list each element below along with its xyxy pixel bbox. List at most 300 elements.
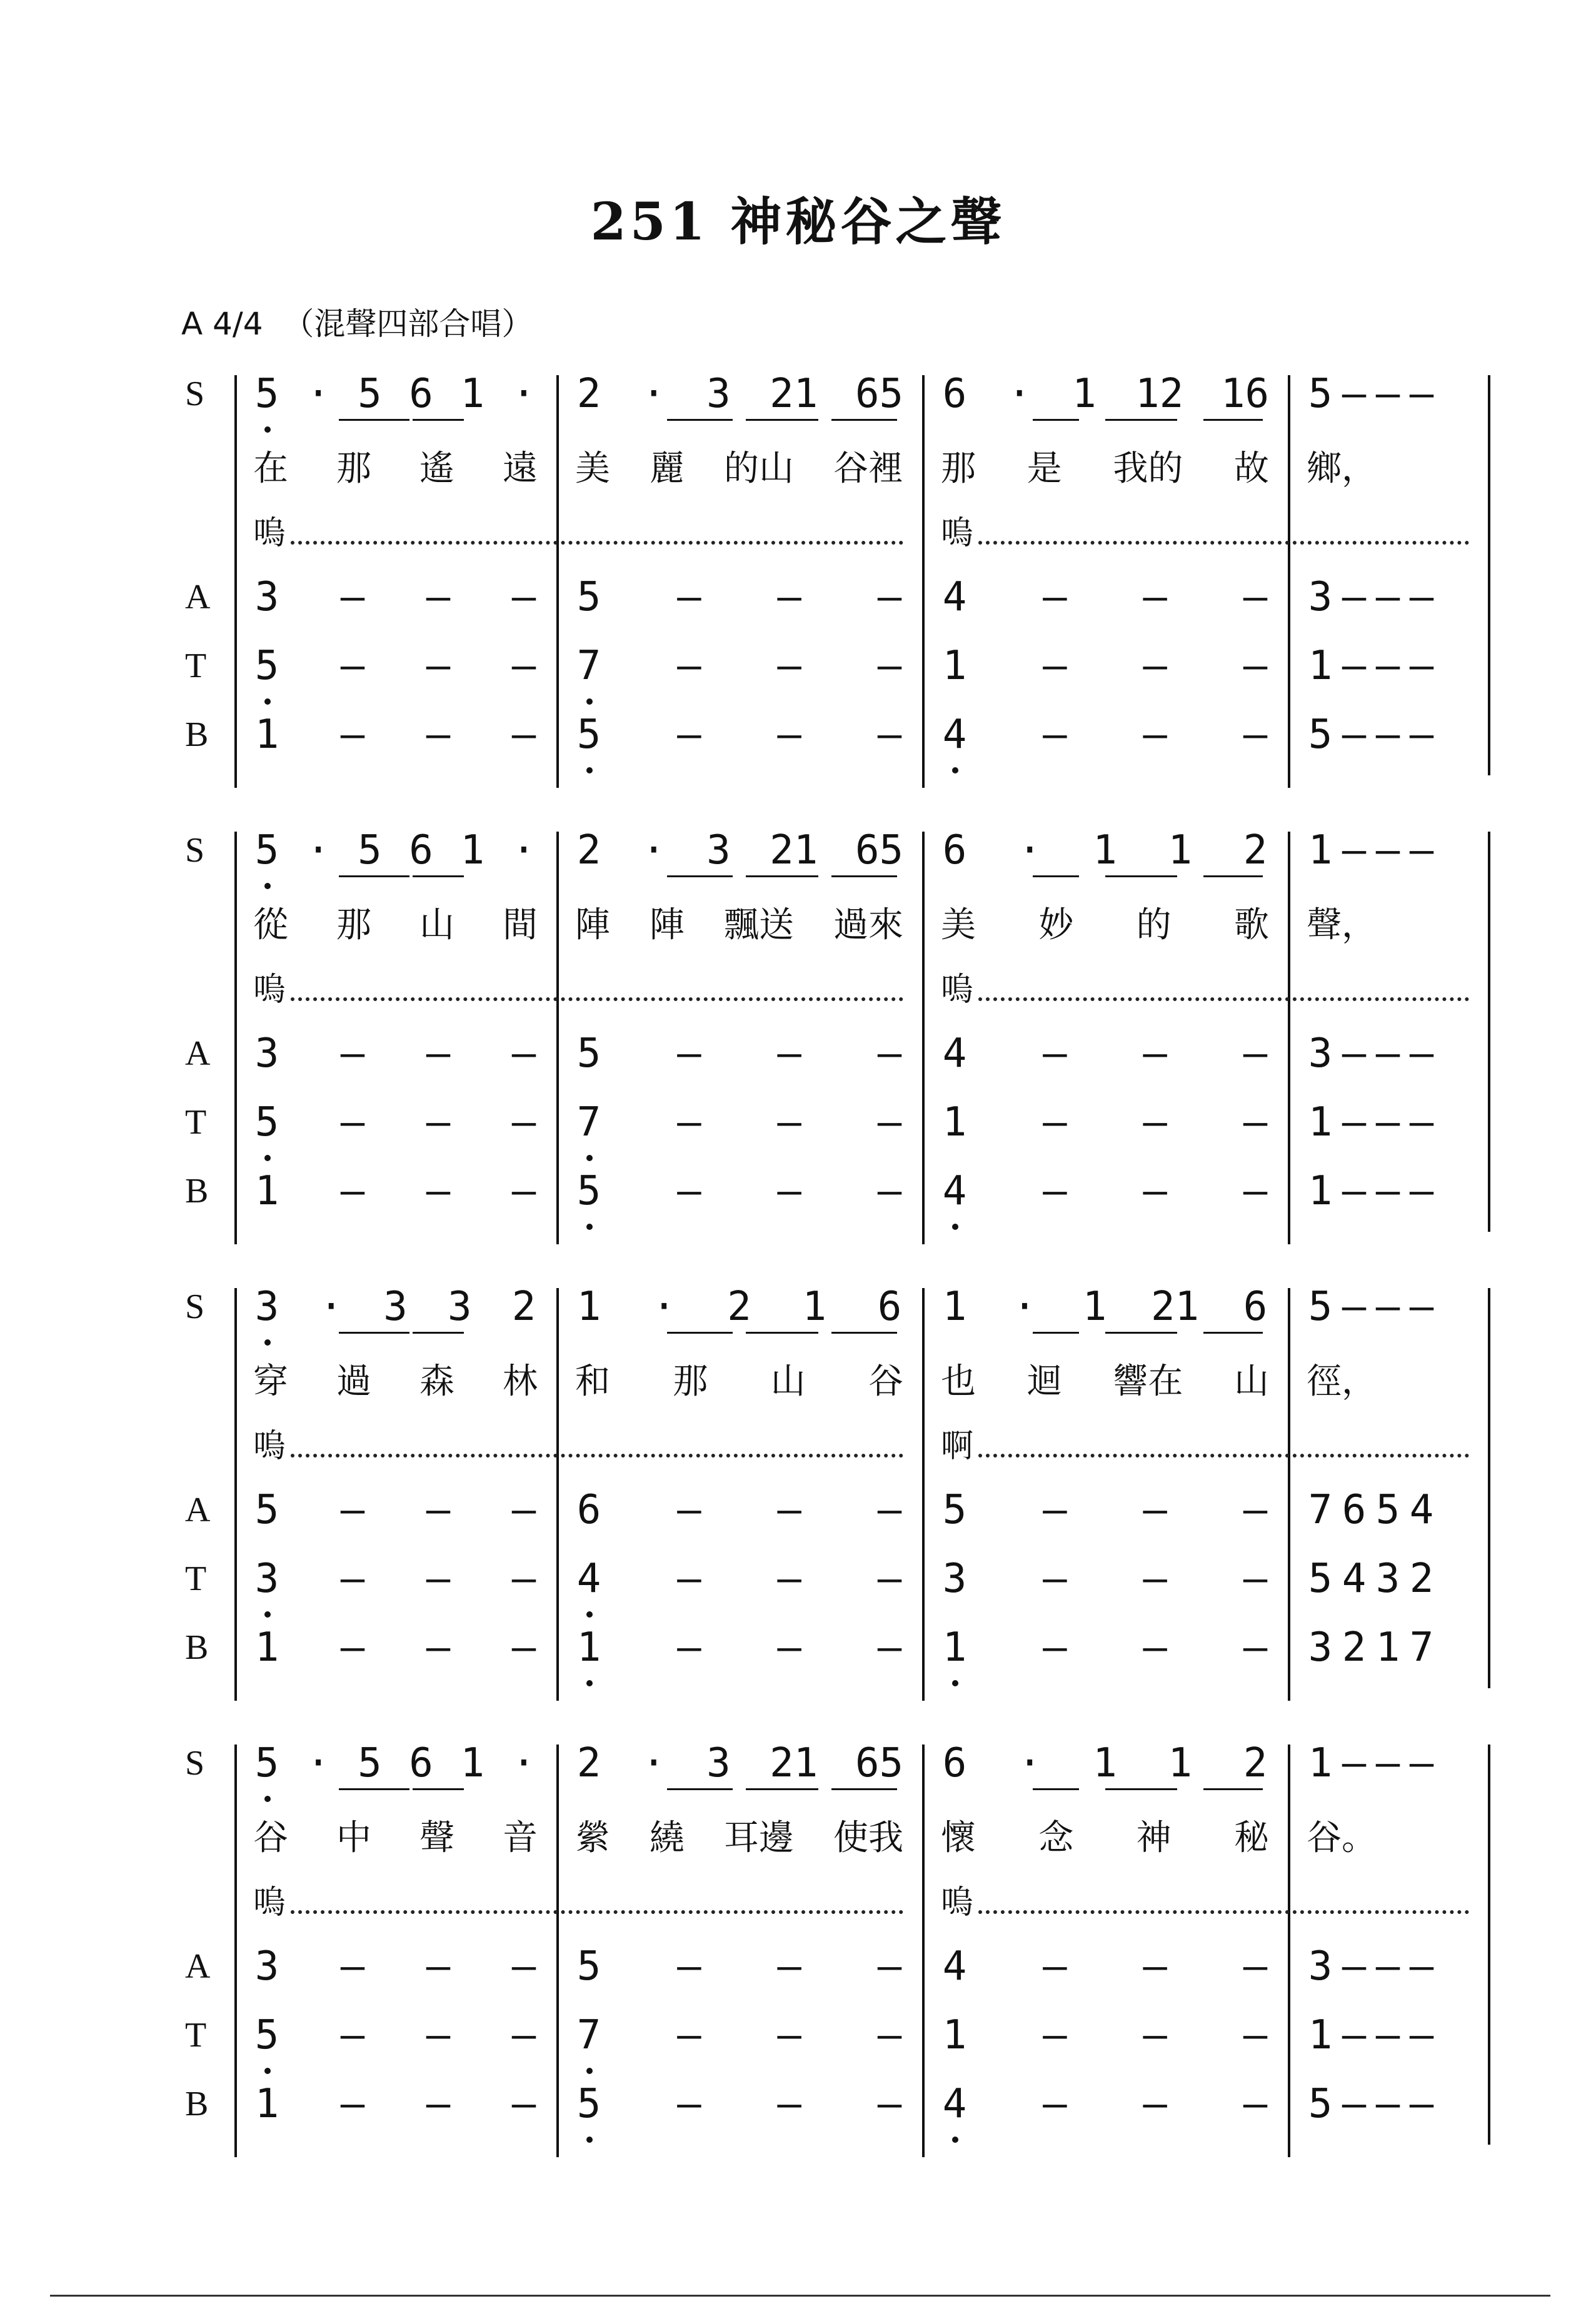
note: – [340,1487,365,1533]
note: – [1243,2012,1268,2058]
lyric-syllable: 穿 [253,1361,288,1402]
note: – [677,1943,701,1990]
alto-measure [575,572,903,622]
note: – [1143,2012,1167,2058]
barline [556,375,559,788]
note: – [1342,1284,1367,1330]
note: – [1043,1168,1067,1214]
part-label-b: B [185,1628,209,1667]
part-label-t: T [185,1103,207,1142]
note: · [306,371,331,417]
beam-underline [831,875,897,877]
note: 1 [576,1624,601,1671]
note: – [677,1099,701,1145]
barline [1288,1745,1290,2157]
note: 5 [1308,1284,1333,1330]
note: 1 [942,1284,967,1330]
bass-measure [253,1623,538,1673]
part-label-b: B [185,1172,209,1211]
note: – [511,1030,536,1077]
soprano-measure [253,1282,538,1332]
soprano-measure [1307,1738,1469,1788]
bass-measure [941,2079,1269,2129]
note: 21 [1150,1284,1200,1330]
lyric-syllable: 飄送 [724,905,794,945]
lyric-syllable: 聲 [419,1818,454,1858]
note: – [1375,643,1400,689]
note: – [1243,2081,1268,2127]
note: 7 [1308,1487,1333,1533]
lyric-syllable: 神 [1136,1818,1172,1858]
note: – [1043,1030,1067,1077]
note: 1 [460,1740,485,1786]
beam-underline [1203,1788,1263,1790]
note: 21 [770,1740,818,1786]
note: – [426,574,451,620]
note: – [426,1624,451,1671]
note: – [1143,1487,1167,1533]
soprano-measure [575,1282,903,1332]
note: · [651,1284,676,1330]
note: 6 [409,371,433,417]
part-label-t: T [185,647,207,685]
bass-measure [575,2079,903,2129]
hum-syllable: 嗚 [941,515,974,550]
part-label-b: B [185,715,209,754]
note: – [1143,1030,1167,1077]
note: – [340,574,365,620]
note: – [1409,1284,1434,1330]
bass-measure [1307,2079,1469,2129]
beam-underline [339,419,410,421]
part-label-s: S [185,1744,205,1783]
note: – [1342,574,1367,620]
note: – [777,1487,801,1533]
note: – [677,712,701,758]
page-title: 251 神秘谷之聲 [590,192,1006,252]
note: 4 [942,574,967,620]
beam-underline [831,1788,897,1790]
note: – [1043,2012,1067,2058]
note: – [777,1030,801,1077]
soprano-measure [941,1738,1269,1788]
note: 6 [576,1487,601,1533]
note: – [1375,1943,1400,1990]
note: – [426,1030,451,1077]
note: 3 [254,1030,279,1077]
lyric-measure [1307,441,1469,491]
note: 1 [1375,1624,1400,1671]
octave-dot [586,1611,593,1618]
lyric-measure [575,1810,903,1860]
lyric-syllable: 谷。 [1307,1818,1377,1858]
note: – [877,1487,902,1533]
beam-underline [413,1788,464,1790]
note: 4 [942,712,967,758]
note: 1 [1308,2012,1333,2058]
octave-dot [586,698,593,705]
beam-underline [1105,1788,1178,1790]
bass-measure [253,710,538,760]
tenor-measure [253,1097,538,1147]
note: – [1243,1943,1268,1990]
note: 3 [254,1556,279,1602]
note: · [306,1740,331,1786]
note: 5 [576,1168,601,1214]
lyric-syllable: 陣 [650,905,685,945]
note: 5 [254,1740,279,1786]
octave-dot [586,1224,593,1230]
note: – [511,1099,536,1145]
tenor-measure [253,641,538,691]
lyric-syllable: 是 [1026,448,1062,489]
alto-measure [941,1485,1269,1535]
lyric-syllable: 陣 [575,905,610,945]
note: – [677,1556,701,1602]
hum-dotted-line [978,997,1469,1001]
barline [234,375,237,788]
beam-underline [746,875,818,877]
beam-underline [746,1332,818,1334]
bass-measure [253,1166,538,1216]
beam-underline [1105,875,1178,877]
hum-dotted-line [291,1454,903,1458]
note: 5 [576,712,601,758]
beam-underline [339,1788,410,1790]
note: 1 [1308,1740,1333,1786]
note: – [340,2012,365,2058]
note: 5 [1308,371,1333,417]
octave-dot [952,767,958,773]
bass-measure [941,1623,1269,1673]
barline [922,832,925,1244]
note: 1 [1093,827,1117,874]
barline [556,832,559,1244]
lyric-syllable: 念 [1038,1818,1074,1858]
lyric-syllable: 在 [253,448,288,489]
lyric-syllable: 和 [575,1361,610,1402]
note: – [1243,1030,1268,1077]
note: 6 [942,1740,967,1786]
note: 2 [576,1740,601,1786]
note: – [1143,643,1167,689]
note: 1 [942,1624,967,1671]
note: · [511,827,536,874]
soprano-measure [253,369,538,419]
lyric-syllable: 鄉， [1307,448,1377,489]
hum-syllable: 嗚 [941,1884,974,1920]
lyric-syllable: 我的 [1113,448,1183,489]
note: 1 [1308,643,1333,689]
note: – [1342,712,1367,758]
note: 1 [1082,1284,1107,1330]
tenor-measure [253,2010,538,2060]
note: – [1043,2081,1067,2127]
tenor-measure [941,2010,1269,2060]
note: 65 [855,827,903,874]
tenor-measure [253,1554,538,1604]
note: – [426,1487,451,1533]
soprano-measure [253,1738,538,1788]
bass-measure [575,1166,903,1216]
tenor-measure [1307,2010,1469,2060]
tenor-measure [575,641,903,691]
note: 5 [254,2012,279,2058]
note: 21 [770,371,818,417]
lyric-syllable: 間 [503,905,538,945]
note: 4 [942,2081,967,2127]
note: 5 [254,827,279,874]
soprano-measure [941,369,1269,419]
soprano-measure [575,825,903,875]
note: – [340,1943,365,1990]
note: – [877,712,902,758]
soprano-measure [941,825,1269,875]
note: 5 [942,1487,967,1533]
note: 5 [576,574,601,620]
note: 1 [942,1099,967,1145]
note: – [877,574,902,620]
note: – [1342,1030,1367,1077]
note: 3 [383,1284,408,1330]
hum-dotted-line [978,1454,1469,1458]
tenor-measure [941,1097,1269,1147]
note: 4 [942,1030,967,1077]
alto-measure [253,572,538,622]
note: 7 [1409,1624,1434,1671]
beam-underline [831,1332,897,1334]
note: – [777,1556,801,1602]
octave-dot [952,2137,958,2143]
note: – [677,2081,701,2127]
bass-measure [941,710,1269,760]
note: – [1409,827,1434,874]
bass-measure [253,2079,538,2129]
note: · [1007,371,1031,417]
alto-measure [941,1029,1269,1079]
hum-syllable: 啊 [941,1427,974,1463]
beam-underline [1033,875,1079,877]
soprano-measure [575,1738,903,1788]
beam-underline [667,1788,733,1790]
octave-dot [264,1155,271,1161]
note: – [511,1624,536,1671]
note: – [1043,643,1067,689]
note: 1 [802,1284,827,1330]
barline [234,832,237,1244]
lyric-syllable: 那 [336,905,371,945]
barline [234,1288,237,1701]
hum-syllable: 嗚 [941,971,974,1007]
note: 3 [254,1943,279,1990]
hum-dotted-line [291,541,903,545]
tenor-measure [575,2010,903,2060]
note: 2 [1243,1740,1268,1786]
beam-underline [1203,875,1263,877]
note: – [777,712,801,758]
barline [922,1745,925,2157]
note: · [641,1740,666,1786]
lyric-syllable: 山 [770,1361,806,1402]
octave-dot [264,698,271,705]
barline [1488,832,1490,1232]
note: 65 [855,1740,903,1786]
soprano-measure [575,369,903,419]
hum-syllable: 嗚 [253,1427,286,1463]
note: 4 [942,1168,967,1214]
lyric-syllable: 林 [503,1361,538,1402]
tenor-measure [941,641,1269,691]
part-label-s: S [185,1287,205,1326]
note: – [1342,2012,1367,2058]
key-signature: A 4/4 （混聲四部合唱） [181,306,533,342]
note: – [340,1099,365,1145]
note: 2 [727,1284,751,1330]
note: – [1143,712,1167,758]
octave-dot [264,2068,271,2074]
note: 6 [409,827,433,874]
note: – [511,643,536,689]
note: – [1409,1740,1434,1786]
note: 3 [254,574,279,620]
note: 3 [1308,574,1333,620]
note: – [877,643,902,689]
note: 1 [460,371,485,417]
lyric-measure [575,1354,903,1404]
beam-underline [339,875,410,877]
note: – [677,574,701,620]
lyric-syllable: 遠 [503,448,538,489]
lyric-syllable: 過來 [833,905,903,945]
note: – [426,2012,451,2058]
note: – [1375,1030,1400,1077]
note: 5 [576,1943,601,1990]
barline [1288,375,1290,788]
note: – [1043,712,1067,758]
note: 7 [576,2012,601,2058]
tenor-measure [1307,641,1469,691]
note: – [426,1556,451,1602]
note: 1 [942,2012,967,2058]
lyric-syllable: 耳邊 [724,1818,794,1858]
score-system [0,1738,1596,2176]
note: – [1375,2012,1400,2058]
note: 3 [706,827,731,874]
barline [1488,1288,1490,1688]
score-system [0,825,1596,1263]
octave-dot [264,1796,271,1802]
note: – [1409,2012,1434,2058]
note: 3 [706,371,731,417]
barline [1488,1745,1490,2145]
note: – [340,643,365,689]
note: – [777,1943,801,1990]
lyric-syllable: 的山 [724,448,794,489]
note: 5 [254,371,279,417]
tenor-measure [1307,1554,1469,1604]
alto-measure [253,1029,538,1079]
note: – [1409,2081,1434,2127]
note: – [677,1487,701,1533]
lyric-measure [941,441,1269,491]
note: – [1409,1099,1434,1145]
part-label-s: S [185,375,205,413]
note: – [877,1556,902,1602]
lyric-measure [941,1810,1269,1860]
lyric-syllable: 美 [575,448,610,489]
lyric-syllable: 秘 [1233,1818,1269,1858]
lyric-syllable: 過 [336,1361,371,1402]
alto-measure [575,1029,903,1079]
note: – [340,712,365,758]
note: 5 [254,1099,279,1145]
lyric-syllable: 中 [336,1818,371,1858]
note: 5 [358,1740,382,1786]
note: – [1243,643,1268,689]
note: 12 [1135,371,1184,417]
octave-dot [952,1224,958,1230]
note: – [1409,371,1434,417]
beam-underline [1033,1788,1079,1790]
note: – [1143,1099,1167,1145]
note: 1 [1168,1740,1193,1786]
soprano-measure [1307,825,1469,875]
note: 5 [1308,2081,1333,2127]
note: 2 [1243,827,1268,874]
note: 5 [576,1030,601,1077]
note: – [511,1487,536,1533]
lyric-syllable: 縈 [575,1818,610,1858]
note: – [777,1624,801,1671]
lyric-syllable: 使我 [833,1818,903,1858]
note: 6 [942,371,967,417]
note: 4 [942,1943,967,1990]
lyric-syllable: 徑， [1307,1361,1377,1402]
score-system [0,1282,1596,1719]
beam-underline [1033,1332,1079,1334]
note: – [1243,1487,1268,1533]
note: 5 [254,1487,279,1533]
beam-underline [1105,419,1178,421]
note: 16 [1220,371,1269,417]
note: 3 [706,1740,731,1786]
octave-dot [264,1611,271,1618]
soprano-measure [1307,1282,1469,1332]
note: – [677,1624,701,1671]
note: – [426,1943,451,1990]
soprano-measure [1307,369,1469,419]
note: 5 [576,2081,601,2127]
note: – [1375,1099,1400,1145]
note: 5 [1375,1487,1400,1533]
score-system [0,369,1596,807]
note: – [1342,1943,1367,1990]
note: · [511,1740,536,1786]
note: 3 [1375,1556,1400,1602]
note: – [1409,574,1434,620]
note: 3 [447,1284,472,1330]
bass-measure [575,1623,903,1673]
note: 5 [358,371,382,417]
lyric-syllable: 那 [941,448,976,489]
lyric-syllable: 山 [1233,1361,1269,1402]
note: 1 [942,643,967,689]
lyric-measure [253,897,538,947]
note: 1 [460,827,485,874]
note: – [877,1168,902,1214]
note: – [340,1556,365,1602]
part-label-a: A [185,1034,211,1073]
